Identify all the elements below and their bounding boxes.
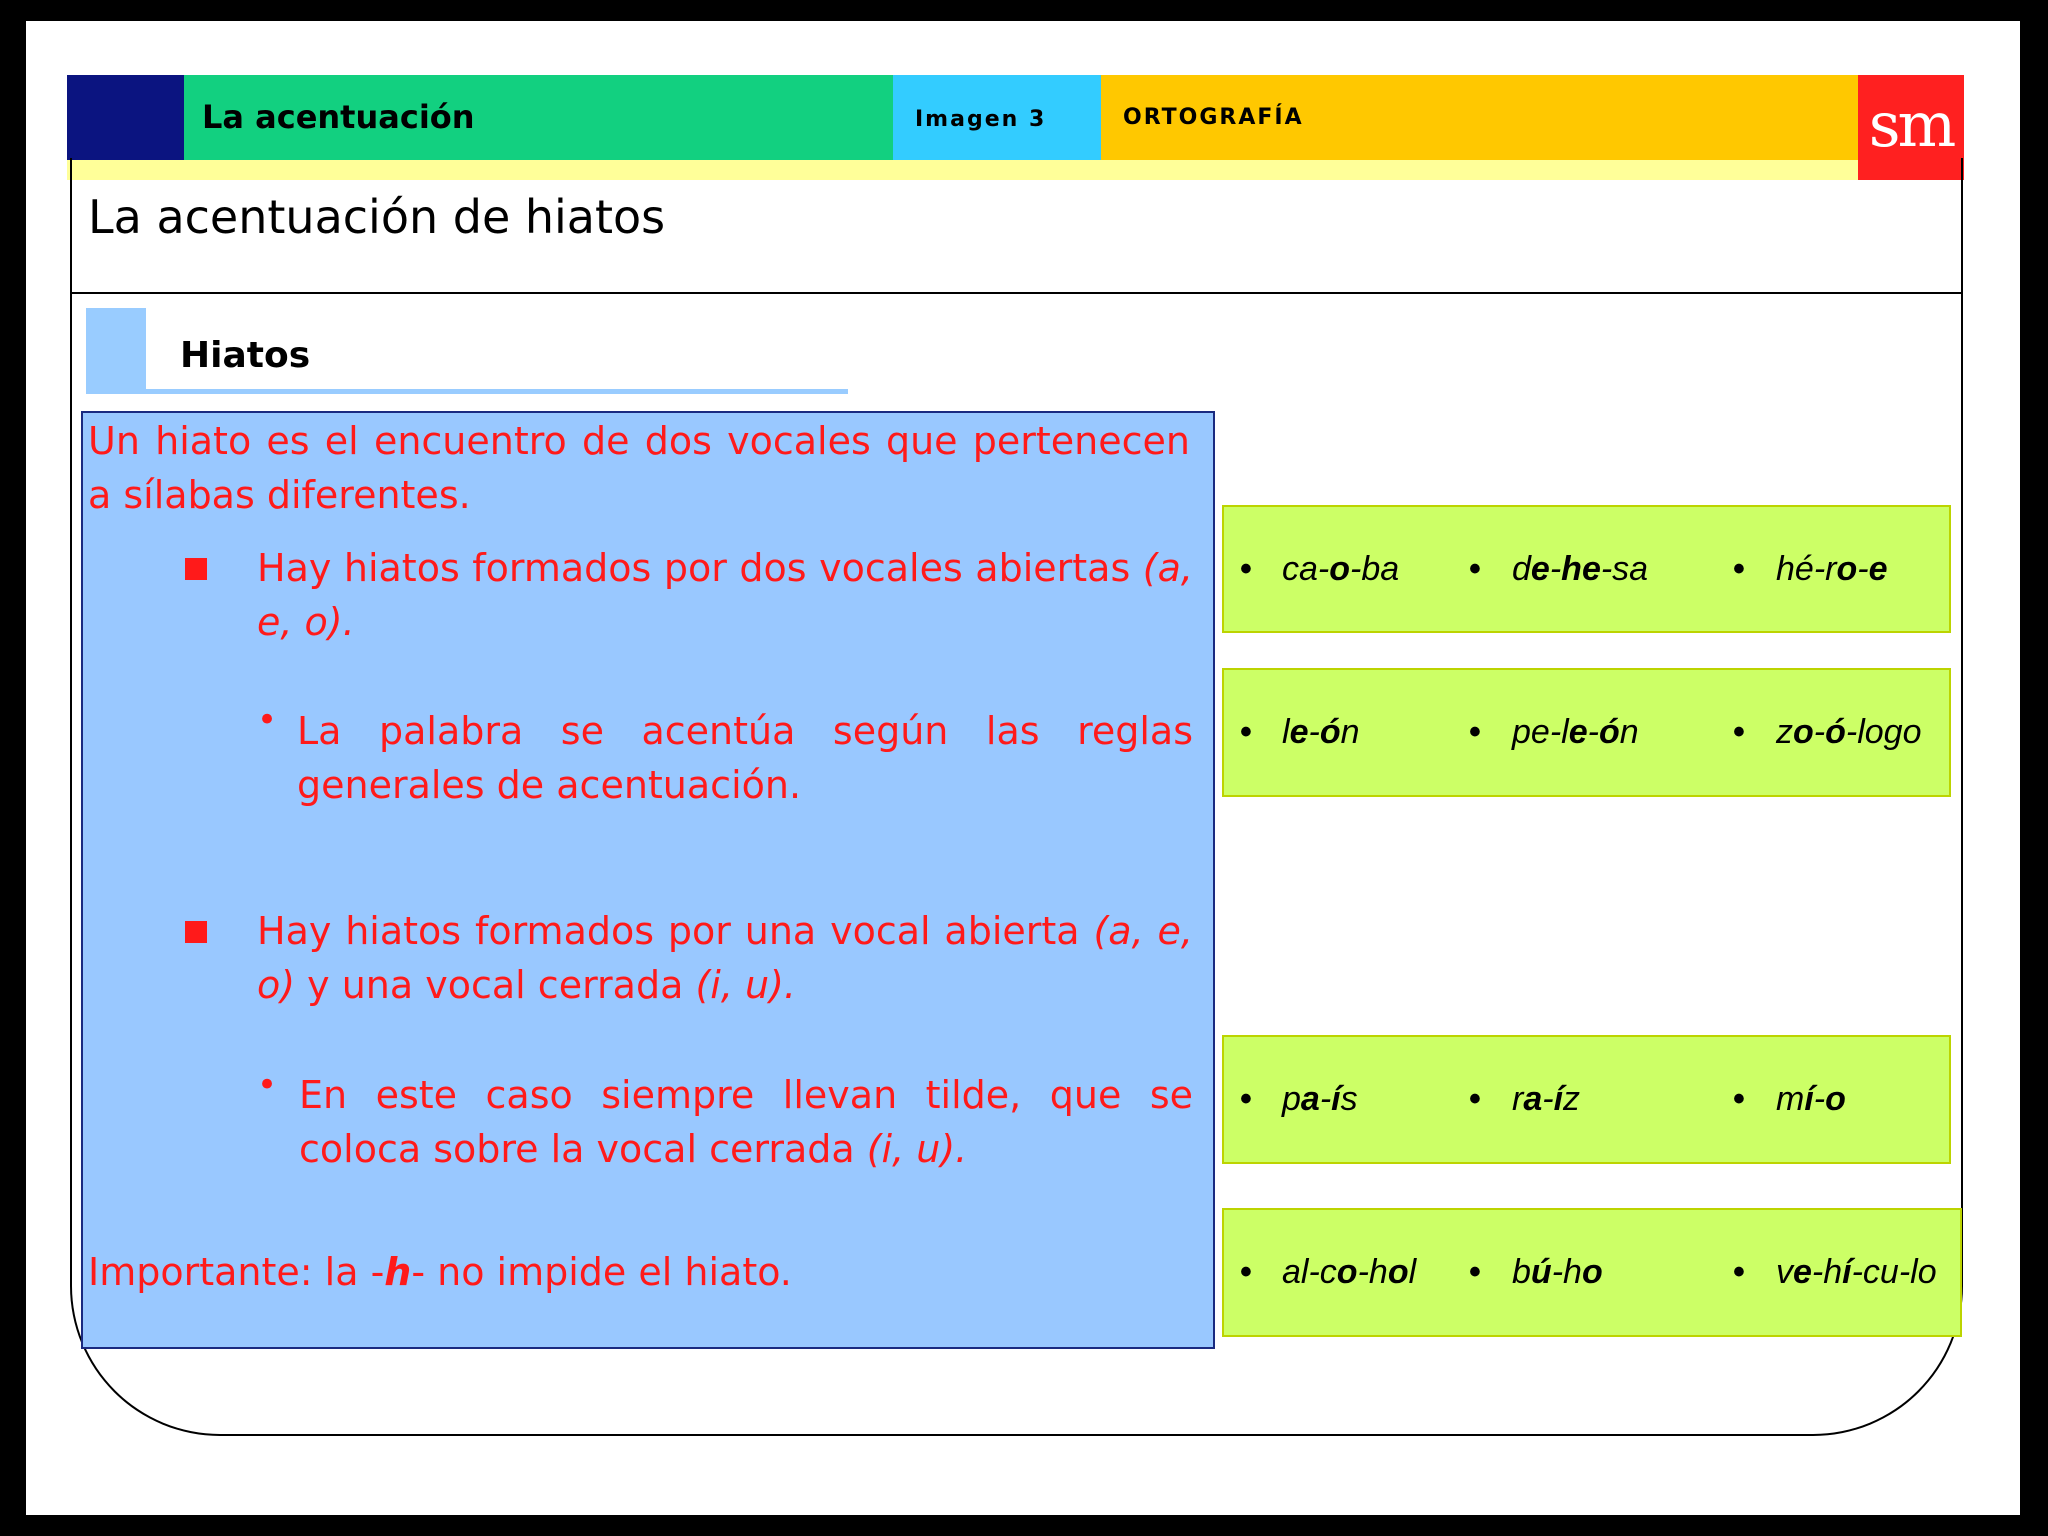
header-section-block	[184, 75, 893, 160]
example-word: zo-ó-logo	[1776, 713, 1922, 751]
rule-2-text	[257, 904, 1193, 1012]
rule-bullet	[185, 921, 207, 943]
rule-2-middle: y una vocal cerrada	[295, 963, 696, 1007]
header-section-label: La acentuación	[202, 98, 475, 136]
section-marker	[86, 308, 146, 392]
section-title: Hiatos	[180, 335, 311, 376]
rule-1-note: La palabra se acentúa según las reglas generales de acentuación.	[297, 709, 1193, 807]
example-word: pa-ís	[1282, 1080, 1358, 1118]
header-image-block	[893, 75, 1101, 160]
example-box	[1222, 1035, 1951, 1164]
example-bullet: •	[1240, 550, 1252, 588]
header-category-block	[1101, 75, 1858, 160]
rule-2-note-vowels: (i, u).	[866, 1127, 968, 1171]
example-word: bú-ho	[1512, 1253, 1603, 1291]
rule-1-text	[257, 541, 1193, 649]
important-note	[88, 1245, 792, 1299]
header-navy-block	[67, 75, 184, 160]
example-word: le-ón	[1282, 713, 1360, 751]
example-word: hé-ro-e	[1776, 550, 1888, 588]
rule-1-vowels: (a, e, o).	[257, 546, 1193, 644]
example-bullet: •	[1469, 713, 1481, 751]
header-image-label: Imagen 3	[915, 107, 1047, 132]
example-word: al-co-hol	[1282, 1253, 1417, 1291]
example-bullet: •	[1240, 1253, 1252, 1291]
example-bullet: •	[1733, 713, 1745, 751]
rule-2-open-vowels: (a, e, o)	[257, 909, 1193, 1007]
important-suffix: - no impide el hiato.	[411, 1250, 792, 1294]
definition-text: Un hiato es el encuentro de dos vocales que pertenecen a sílabas diferentes.	[88, 419, 1190, 517]
example-word: pe-le-ón	[1512, 713, 1639, 751]
example-bullet: •	[1733, 1080, 1745, 1118]
rule-2-note-text: En este caso siempre llevan tilde, que se coloca sobre la vocal cerrada	[299, 1073, 1193, 1171]
example-bullet: •	[1240, 713, 1252, 751]
important-letter: h	[384, 1250, 412, 1294]
important-prefix: Importante: la -	[88, 1250, 385, 1294]
example-bullet: •	[1240, 1080, 1252, 1118]
rule-1-main: Hay hiatos formados por dos vocales abiertas	[257, 546, 1131, 590]
example-box	[1222, 1208, 1962, 1337]
sm-logo: sm	[1858, 75, 1964, 180]
example-bullet: •	[1469, 1253, 1481, 1291]
example-bullet: •	[1733, 1253, 1745, 1291]
example-word: mí-o	[1776, 1080, 1846, 1118]
rule-2-main: Hay hiatos formados por una vocal abierta	[257, 909, 1080, 953]
section-underline	[86, 389, 848, 394]
rule-2-note	[299, 1068, 1193, 1176]
rule-bullet	[185, 558, 207, 580]
example-word: ra-íz	[1512, 1080, 1581, 1118]
example-bullet: •	[1469, 1080, 1481, 1118]
example-bullet: •	[1733, 550, 1745, 588]
example-word: ca-o-ba	[1282, 550, 1400, 588]
example-bullet: •	[1469, 550, 1481, 588]
note-bullet: •	[257, 700, 278, 740]
example-word: ve-hí-cu-lo	[1776, 1253, 1937, 1291]
title-divider	[70, 292, 1963, 294]
note-bullet: •	[257, 1065, 278, 1105]
header-category-label: ORTOGRAFÍA	[1123, 105, 1304, 130]
rule-2-closed-vowels: (i, u).	[695, 963, 796, 1007]
page-title: La acentuación de hiatos	[88, 190, 666, 244]
example-word: de-he-sa	[1512, 550, 1649, 588]
example-box	[1222, 668, 1951, 797]
example-box	[1222, 505, 1951, 633]
